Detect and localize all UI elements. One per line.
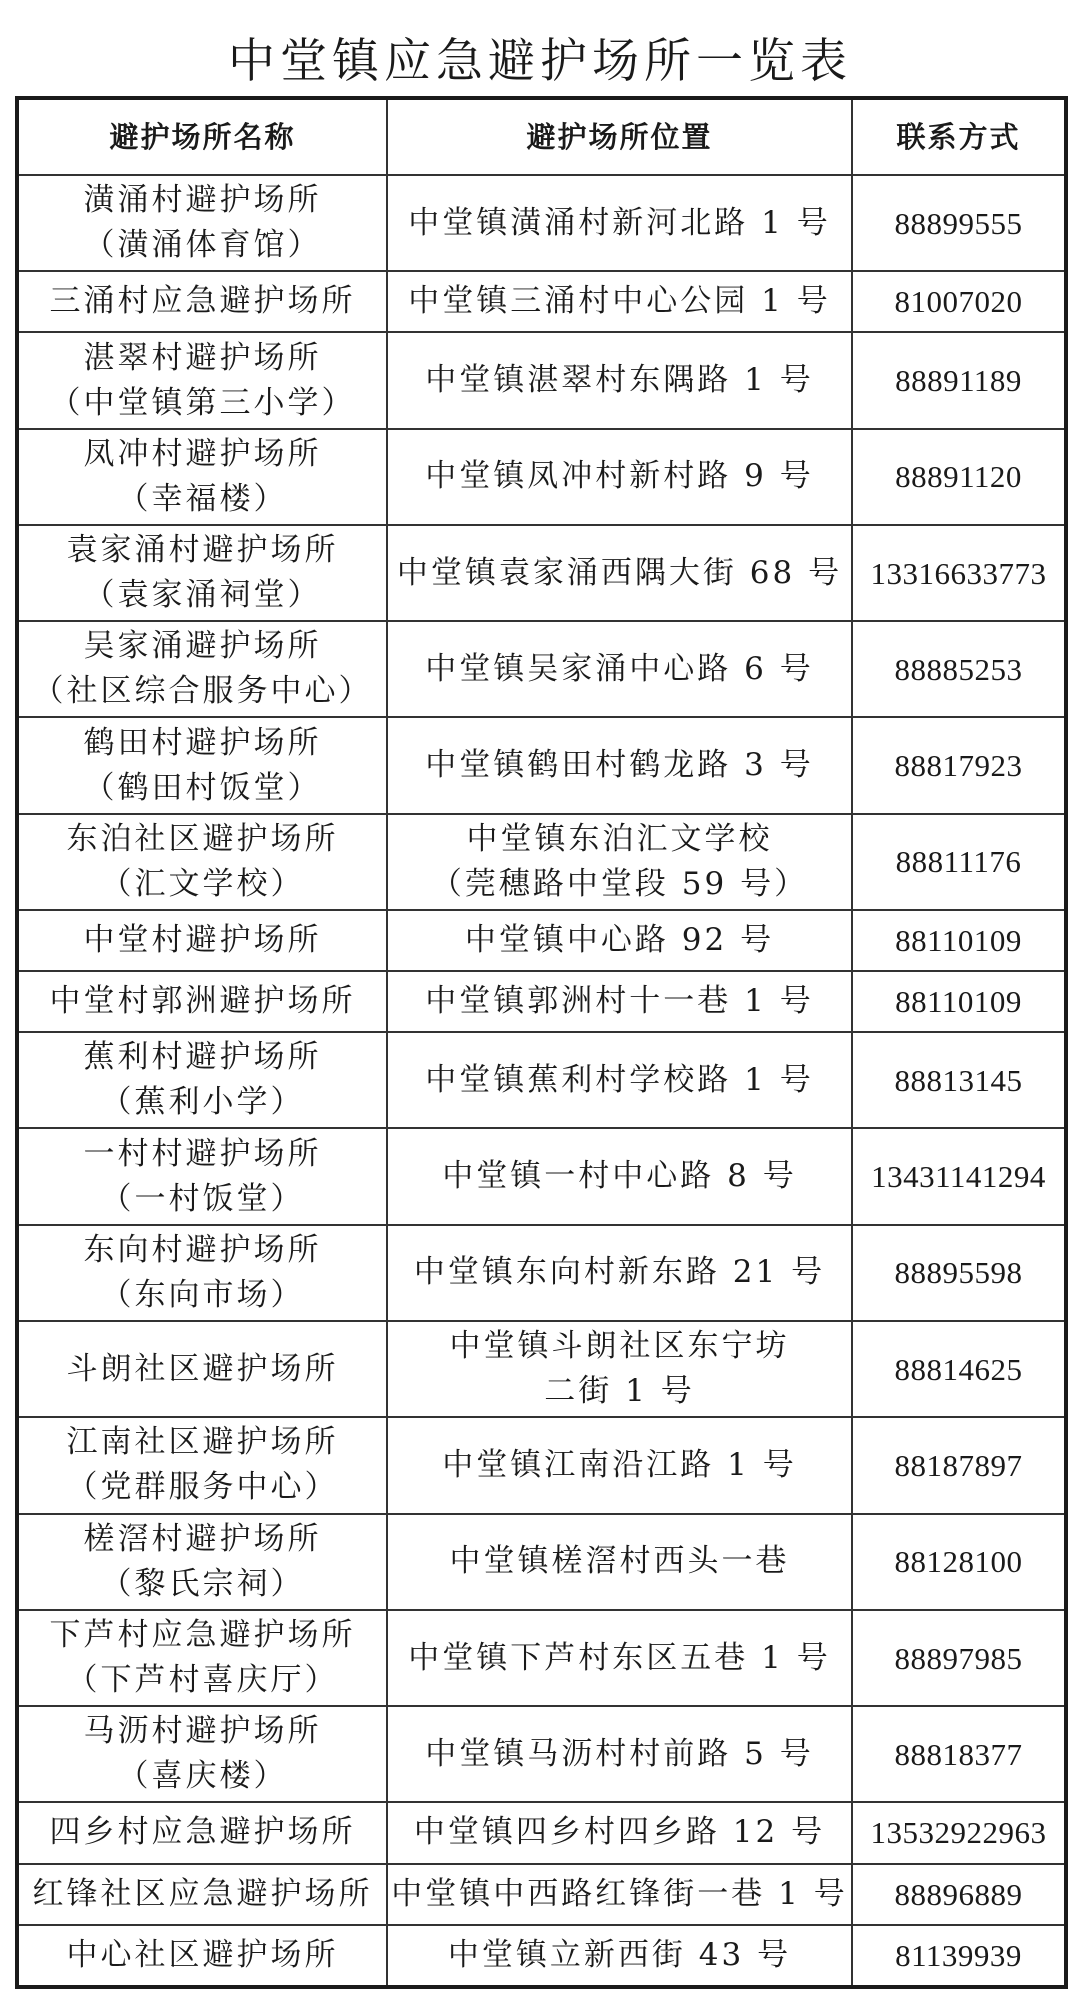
- shelter-location-cell: 中堂镇蕉利村学校路 1 号: [387, 1032, 852, 1128]
- column-header-location: 避护场所位置: [387, 98, 852, 175]
- shelter-name-cell: 中堂村郭洲避护场所: [17, 971, 387, 1032]
- shelter-name-cell: 湛翠村避护场所 （中堂镇第三小学）: [17, 332, 387, 428]
- shelter-table: [15, 96, 1068, 1989]
- shelter-name-cell: 江南社区避护场所 （党群服务中心）: [17, 1417, 387, 1513]
- table-row: [17, 271, 1066, 332]
- shelter-name-cell: 一村村避护场所 （一村饭堂）: [17, 1128, 387, 1224]
- shelter-name-cell: 东向村避护场所 （东向市场）: [17, 1225, 387, 1321]
- table-row: [17, 1128, 1066, 1224]
- shelter-name-cell: 四乡村应急避护场所: [17, 1802, 387, 1863]
- shelter-phone-cell: 88891120: [852, 429, 1066, 525]
- table-row: [17, 1321, 1066, 1417]
- shelter-phone-cell: 88811176: [852, 814, 1066, 910]
- table-row: [17, 1225, 1066, 1321]
- table-row: [17, 1417, 1066, 1513]
- table-row: [17, 1925, 1066, 1987]
- shelter-phone-cell: 88817923: [852, 717, 1066, 813]
- column-header-contact: 联系方式: [852, 98, 1066, 175]
- shelter-phone-cell: 88110109: [852, 971, 1066, 1032]
- shelter-phone-cell: 88899555: [852, 175, 1066, 271]
- shelter-location-cell: 中堂镇中西路红锋街一巷 1 号: [387, 1864, 852, 1925]
- shelter-location-cell: 中堂镇四乡村四乡路 12 号: [387, 1802, 852, 1863]
- shelter-location-cell: 中堂镇下芦村东区五巷 1 号: [387, 1610, 852, 1706]
- table-row: [17, 175, 1066, 271]
- shelter-phone-cell: 88897985: [852, 1610, 1066, 1706]
- shelter-name-cell: 中心社区避护场所: [17, 1925, 387, 1987]
- shelter-phone-cell: 88813145: [852, 1032, 1066, 1128]
- table-row: [17, 332, 1066, 428]
- shelter-name-cell: 蕉利村避护场所 （蕉利小学）: [17, 1032, 387, 1128]
- shelter-location-cell: 中堂镇袁家涌西隅大街 68 号: [387, 525, 852, 621]
- shelter-name-cell: 三涌村应急避护场所: [17, 271, 387, 332]
- table-row: [17, 525, 1066, 621]
- shelter-name-cell: 槎滘村避护场所 （黎氏宗祠）: [17, 1514, 387, 1610]
- shelter-phone-cell: 88895598: [852, 1225, 1066, 1321]
- shelter-phone-cell: 88814625: [852, 1321, 1066, 1417]
- shelter-name-cell: 马沥村避护场所 （喜庆楼）: [17, 1706, 387, 1802]
- table-row: [17, 1864, 1066, 1925]
- shelter-location-cell: 中堂镇潢涌村新河北路 1 号: [387, 175, 852, 271]
- shelter-phone-cell: 88187897: [852, 1417, 1066, 1513]
- shelter-phone-cell: 81139939: [852, 1925, 1066, 1987]
- shelter-location-cell: 中堂镇东向村新东路 21 号: [387, 1225, 852, 1321]
- shelter-location-cell: 中堂镇吴家涌中心路 6 号: [387, 621, 852, 717]
- table-header-row: [17, 98, 1066, 175]
- shelter-location-cell: 中堂镇东泊汇文学校 （莞穗路中堂段 59 号）: [387, 814, 852, 910]
- shelter-phone-cell: 88110109: [852, 910, 1066, 971]
- table-row: [17, 717, 1066, 813]
- shelter-name-cell: 袁家涌村避护场所 （袁家涌祠堂）: [17, 525, 387, 621]
- shelter-location-cell: 中堂镇中心路 92 号: [387, 910, 852, 971]
- shelter-name-cell: 下芦村应急避护场所 （下芦村喜庆厅）: [17, 1610, 387, 1706]
- table-row: [17, 910, 1066, 971]
- table-row: [17, 1706, 1066, 1802]
- shelter-location-cell: 中堂镇三涌村中心公园 1 号: [387, 271, 852, 332]
- shelter-location-cell: 中堂镇一村中心路 8 号: [387, 1128, 852, 1224]
- table-row: [17, 814, 1066, 910]
- table-row: [17, 1802, 1066, 1863]
- shelter-name-cell: 东泊社区避护场所 （汇文学校）: [17, 814, 387, 910]
- shelter-name-cell: 斗朗社区避护场所: [17, 1321, 387, 1417]
- table-row: [17, 1032, 1066, 1128]
- table-row: [17, 429, 1066, 525]
- shelter-phone-cell: 88818377: [852, 1706, 1066, 1802]
- table-row: [17, 1610, 1066, 1706]
- table-row: [17, 1514, 1066, 1610]
- shelter-location-cell: 中堂镇江南沿江路 1 号: [387, 1417, 852, 1513]
- shelter-phone-cell: 13532922963: [852, 1802, 1066, 1863]
- page-title: 中堂镇应急避护场所一览表: [228, 34, 852, 89]
- shelter-name-cell: 中堂村避护场所: [17, 910, 387, 971]
- shelter-location-cell: 中堂镇湛翠村东隅路 1 号: [387, 332, 852, 428]
- column-header-name: 避护场所名称: [17, 98, 387, 175]
- shelter-location-cell: 中堂镇立新西街 43 号: [387, 1925, 852, 1987]
- shelter-phone-cell: 88885253: [852, 621, 1066, 717]
- shelter-name-cell: 鹤田村避护场所 （鹤田村饭堂）: [17, 717, 387, 813]
- shelter-phone-cell: 13431141294: [852, 1128, 1066, 1224]
- shelter-location-cell: 中堂镇凤冲村新村路 9 号: [387, 429, 852, 525]
- shelter-phone-cell: 88891189: [852, 332, 1066, 428]
- shelter-name-cell: 红锋社区应急避护场所: [17, 1864, 387, 1925]
- shelter-location-cell: 中堂镇鹤田村鹤龙路 3 号: [387, 717, 852, 813]
- shelter-name-cell: 凤冲村避护场所 （幸福楼）: [17, 429, 387, 525]
- table-row: [17, 621, 1066, 717]
- shelter-phone-cell: 88128100: [852, 1514, 1066, 1610]
- shelter-name-cell: 潢涌村避护场所 （潢涌体育馆）: [17, 175, 387, 271]
- shelter-location-cell: 中堂镇斗朗社区东宁坊 二街 1 号: [387, 1321, 852, 1417]
- shelter-location-cell: 中堂镇马沥村村前路 5 号: [387, 1706, 852, 1802]
- shelter-phone-cell: 13316633773: [852, 525, 1066, 621]
- table-row: [17, 971, 1066, 1032]
- shelter-location-cell: 中堂镇郭洲村十一巷 1 号: [387, 971, 852, 1032]
- shelter-location-cell: 中堂镇槎滘村西头一巷: [387, 1514, 852, 1610]
- shelter-phone-cell: 81007020: [852, 271, 1066, 332]
- shelter-phone-cell: 88896889: [852, 1864, 1066, 1925]
- shelter-name-cell: 吴家涌避护场所 （社区综合服务中心）: [17, 621, 387, 717]
